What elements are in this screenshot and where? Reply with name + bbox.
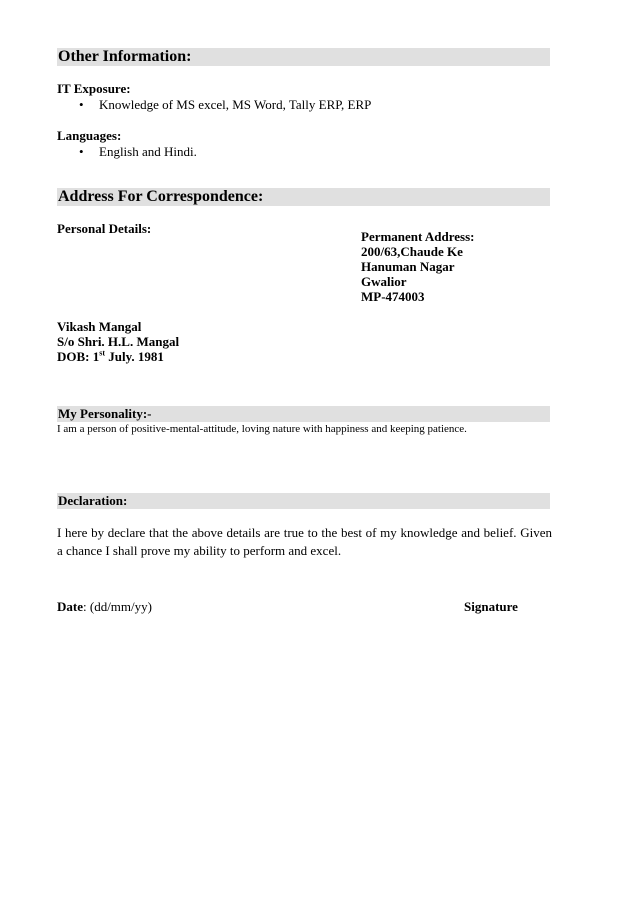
permanent-address-line: MP-474003 [361, 289, 425, 304]
declaration-text: I here by declare that the above details are true to the best of my knowledge and belief. Given a chance I shall prove my ability to perform and excel. [57, 525, 552, 558]
languages-item [79, 144, 197, 160]
it-exposure-item-text: Knowledge of MS excel, MS Word, Tally ERP, ERP [99, 97, 372, 112]
date-value: : (dd/mm/yy) [83, 599, 152, 614]
signature-label: Signature [464, 599, 518, 614]
permanent-address-block [361, 229, 475, 304]
bullet-icon: • [79, 144, 84, 159]
permanent-address-line: Gwalior [361, 274, 407, 289]
date-label: Date [57, 599, 83, 614]
permanent-address-line: 200/63,Chaude Ke [361, 244, 463, 259]
personal-details-label: Personal Details: [57, 221, 152, 236]
date-line [57, 599, 152, 615]
permanent-address-label: Permanent Address: [361, 229, 475, 244]
personality-heading: My Personality:- [57, 406, 550, 422]
other-information-heading: Other Information: [57, 48, 550, 66]
permanent-address-line: Hanuman Nagar [361, 259, 455, 274]
person-name: Vikash Mangal [57, 319, 142, 334]
declaration-heading: Declaration: [57, 493, 550, 509]
it-exposure-label: IT Exposure: [57, 81, 131, 96]
languages-label: Languages: [57, 128, 122, 143]
personal-details-block [57, 319, 179, 364]
bullet-icon: • [79, 97, 84, 112]
date-of-birth: DOB: 1st July. 1981 [57, 348, 164, 364]
languages-item-text: English and Hindi. [99, 144, 197, 159]
address-heading: Address For Correspondence: [57, 188, 550, 206]
father-name: S/o Shri. H.L. Mangal [57, 334, 180, 349]
it-exposure-item [79, 97, 371, 113]
personality-text: I am a person of positive-mental-attitude, loving nature with happiness and keeping patience. [57, 423, 467, 435]
